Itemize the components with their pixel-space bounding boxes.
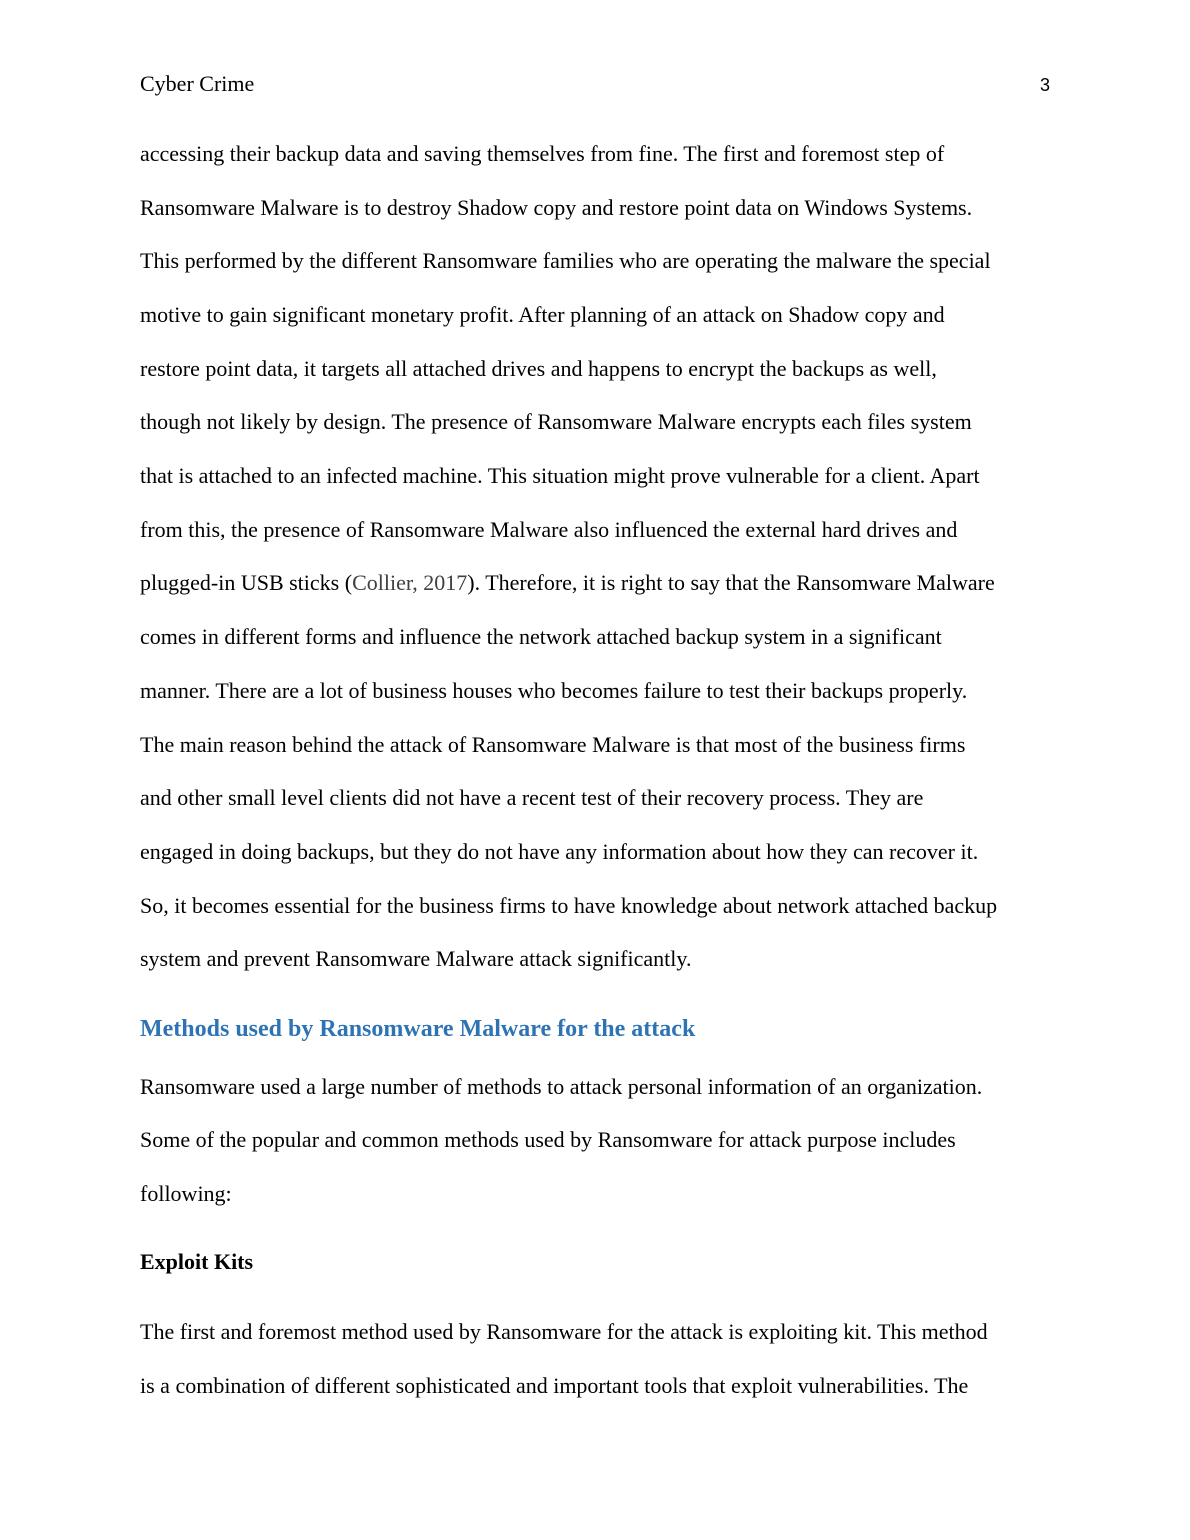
citation-line-before: plugged-in USB sticks ( xyxy=(140,570,353,595)
page-number: 3 xyxy=(1039,75,1050,95)
paragraph-line: though not likely by design. The presence of Ransomware Malware encrypts each files system xyxy=(140,409,972,434)
citation: Collier, 2017 xyxy=(352,570,468,595)
section-heading: Methods used by Ransomware Malware for the attack xyxy=(140,1016,696,1042)
paragraph-line: is a combination of different sophisticated and important tools that exploit vulnerabilities. The xyxy=(140,1373,969,1398)
paragraph-line: Ransomware used a large number of methods to attack personal information of an organization. xyxy=(140,1074,983,1099)
paragraph-line: from this, the presence of Ransomware Malware also influenced the external hard drives and xyxy=(140,517,958,542)
paragraph-line: following: xyxy=(140,1181,232,1206)
paragraph-line: Ransomware Malware is to destroy Shadow copy and restore point data on Windows Systems. xyxy=(140,195,973,220)
paragraph-line-with-citation xyxy=(140,568,995,598)
paragraph-line: that is attached to an infected machine. This situation might prove vulnerable for a client. Apart xyxy=(140,463,980,488)
paragraph-line: manner. There are a lot of business houses who becomes failure to test their backups properly. xyxy=(140,678,968,703)
citation-line-after: ). Therefore, it is right to say that the Ransomware Malware xyxy=(467,570,995,595)
paragraph-line: engaged in doing backups, but they do not have any information about how they can recover it. xyxy=(140,839,979,864)
paragraph-line: motive to gain significant monetary profit. After planning of an attack on Shadow copy and xyxy=(140,302,945,327)
paragraph-line: So, it becomes essential for the business firms to have knowledge about network attached backup xyxy=(140,893,998,918)
paragraph-line: Some of the popular and common methods used by Ransomware for attack purpose includes xyxy=(140,1127,956,1152)
running-header-title: Cyber Crime xyxy=(140,71,255,96)
paragraph-line: The first and foremost method used by Ransomware for the attack is exploiting kit. This method xyxy=(140,1319,988,1344)
subsection-heading: Exploit Kits xyxy=(140,1249,254,1274)
paragraph-line: This performed by the different Ransomware families who are operating the malware the special xyxy=(140,248,991,273)
paragraph-line: restore point data, it targets all attached drives and happens to encrypt the backups as well, xyxy=(140,356,937,381)
paragraph-line: and other small level clients did not have a recent test of their recovery process. They are xyxy=(140,785,924,810)
paragraph-line: comes in different forms and influence the network attached backup system in a significant xyxy=(140,624,942,649)
paragraph-line: accessing their backup data and saving themselves from fine. The first and foremost step of xyxy=(140,141,945,166)
paragraph-line: The main reason behind the attack of Ransomware Malware is that most of the business firms xyxy=(140,732,966,757)
paragraph-line: system and prevent Ransomware Malware attack significantly. xyxy=(140,946,692,971)
